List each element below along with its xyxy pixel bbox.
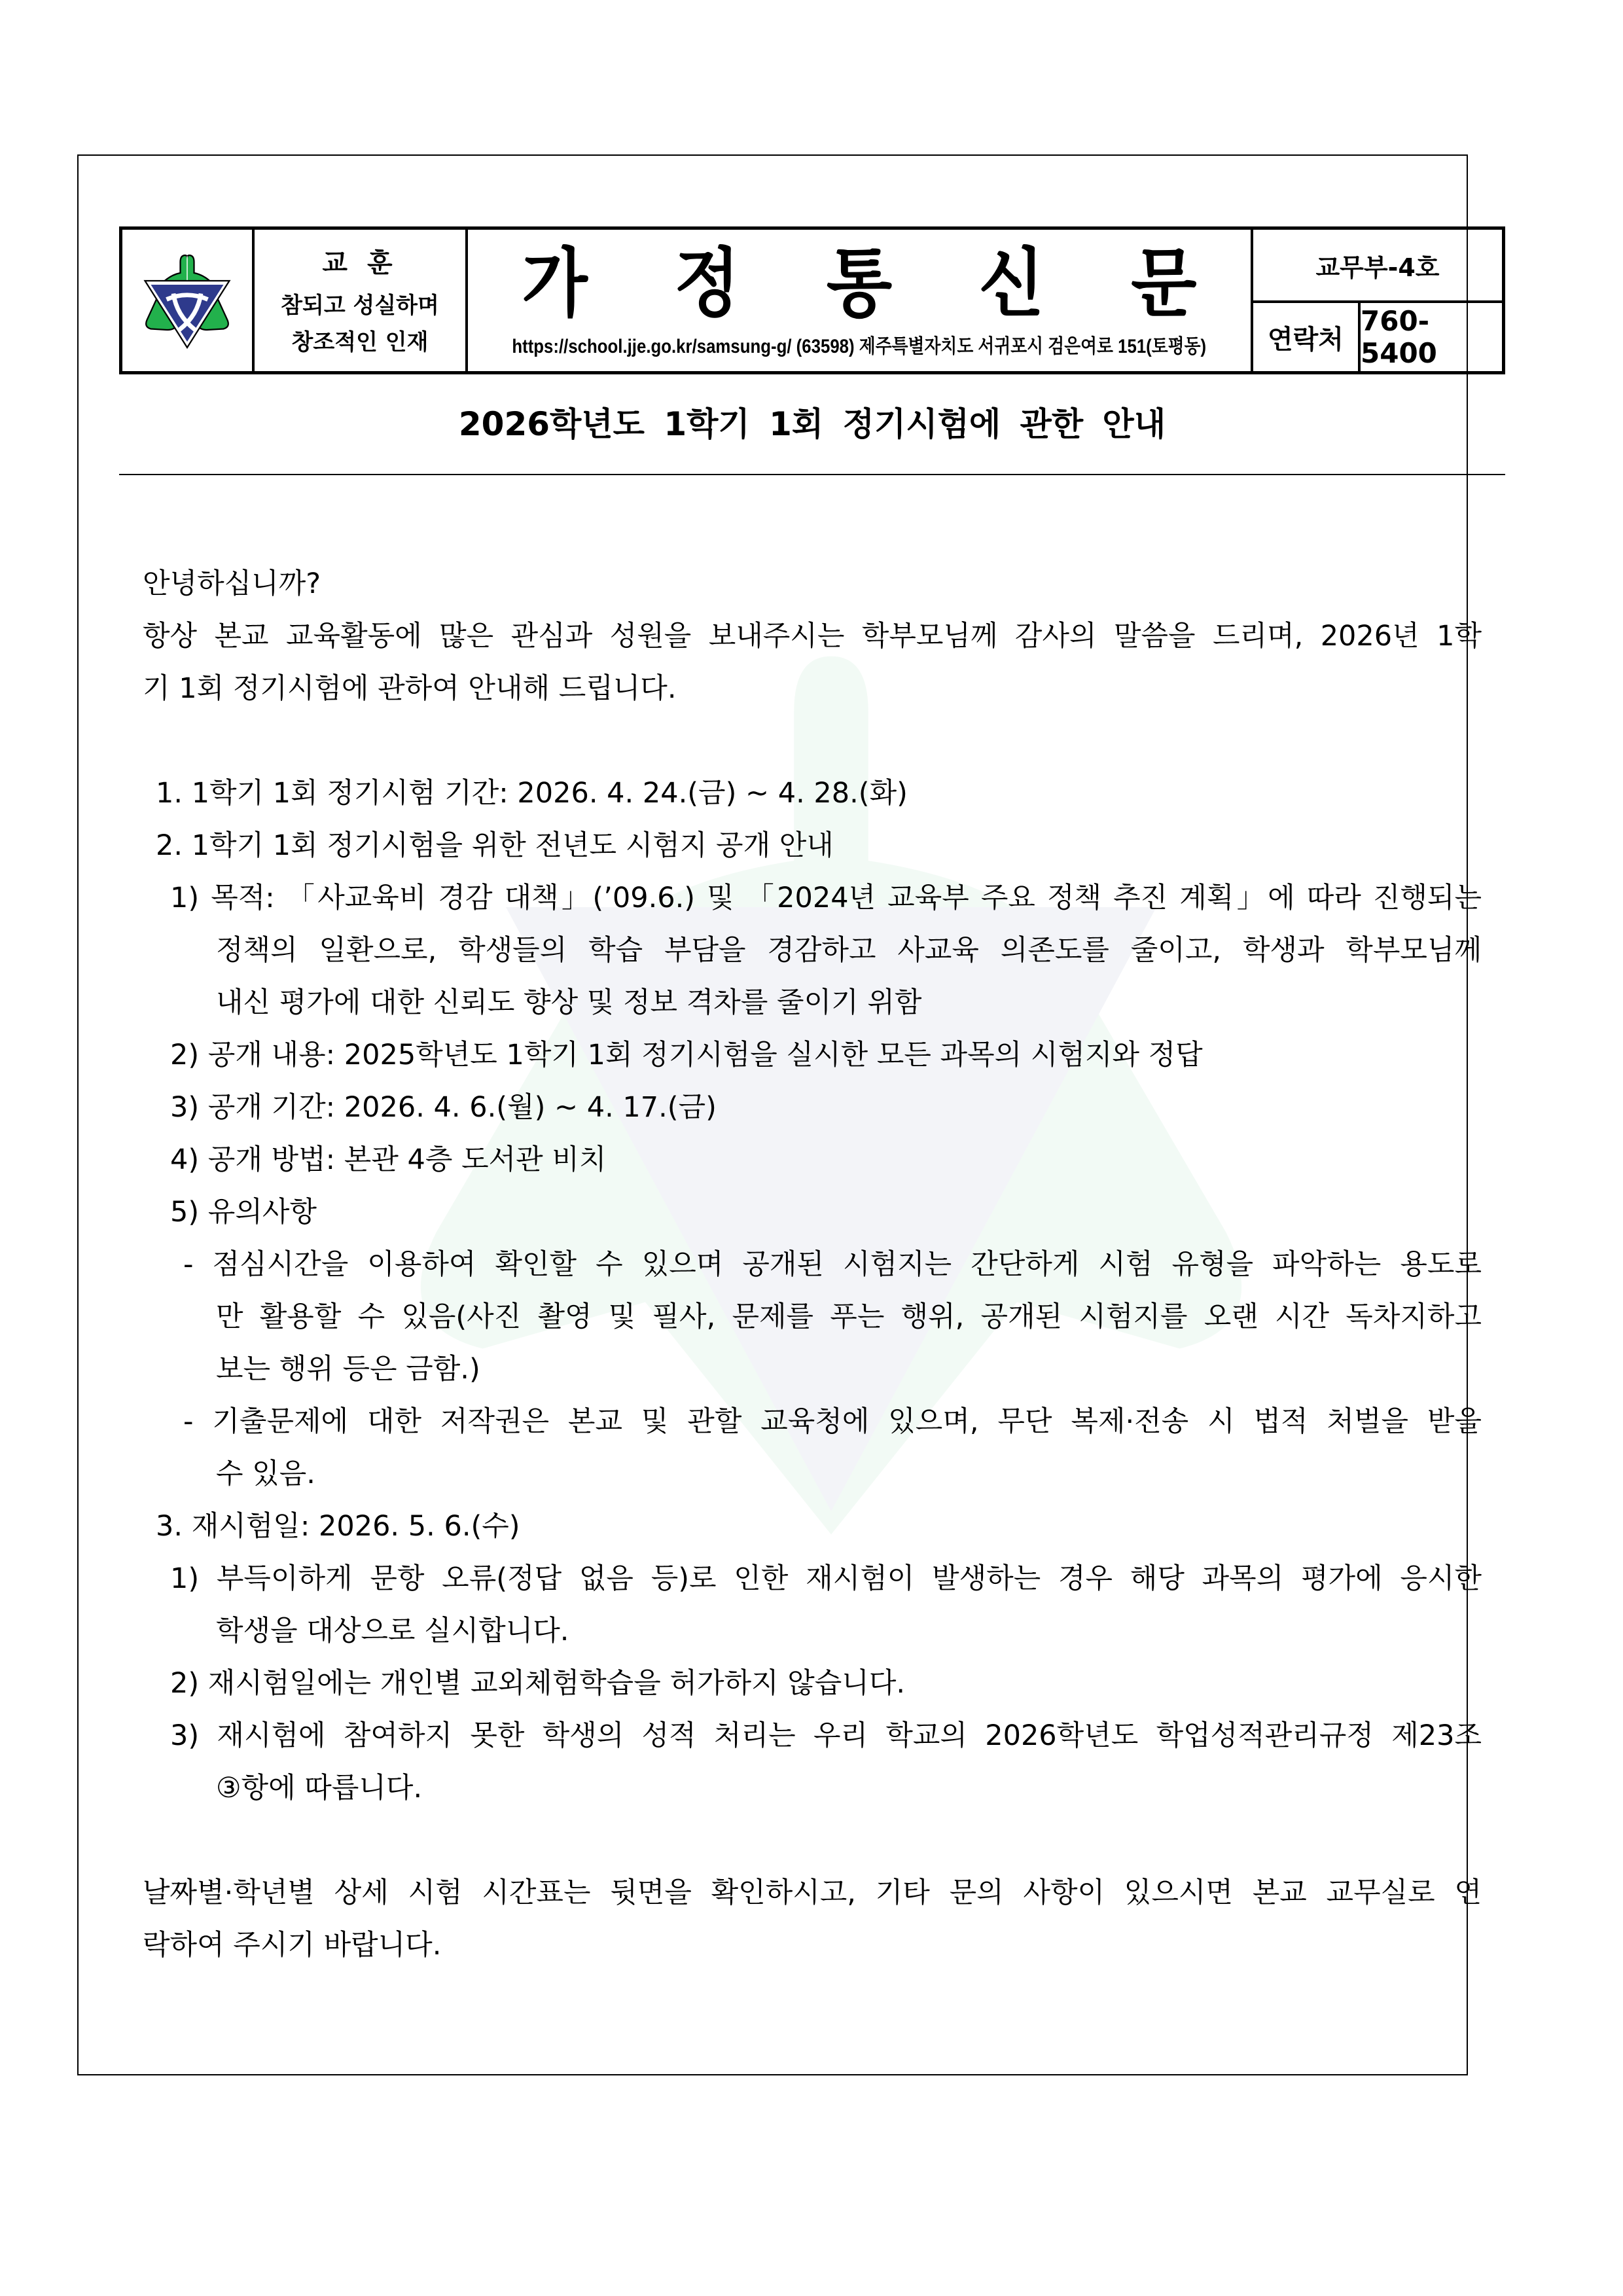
contact-phone: 760-5400	[1361, 305, 1437, 369]
section-3-3-line-2: ③항에 따릅니다.	[216, 1772, 423, 1804]
section-2-1-line-1: 1) 목적: 「사교육비 경감 대책」(’09.6.) 및 「2024년 교육부 주요 정책 추진 계획」에 따라 진행되는	[170, 882, 1482, 914]
section-3-3-line-1: 3) 재시험에 참여하지 못한 학생의 성적 처리는 우리 학교의 2026학년도 학업성적관리규정 제23조	[170, 1719, 1482, 1752]
section-3-1-line-1: 1) 부득이하게 문항 오류(정답 없음 등)로 인한 재시험이 발생하는 경우 해당 과목의 평가에 응시한	[170, 1562, 1482, 1595]
section-2-2-content: 2) 공개 내용: 2025학년도 1학기 1회 정기시험을 실시한 모든 과목의 시험지와 정답	[170, 1039, 1203, 1071]
motto-line-1: 참되고 성실하며	[281, 292, 439, 319]
issue-number: 교무부-4호	[1253, 230, 1502, 303]
greeting: 안녕하십니까?	[143, 567, 321, 600]
school-logo-icon	[138, 251, 236, 350]
section-3-retest-date: 3. 재시험일: 2026. 5. 6.(수)	[156, 1510, 520, 1543]
newsletter-title-cell	[468, 230, 1253, 371]
section-3-2: 2) 재시험일에는 개인별 교외체험학습을 허가하지 않습니다.	[170, 1667, 906, 1700]
title-divider	[119, 474, 1505, 475]
document-title: 2026학년도 1학기 1회 정기시험에 관한 안내	[458, 405, 1166, 443]
spacer	[143, 1814, 1482, 1867]
note-a-line-1: - 점심시간을 이용하여 확인할 수 있으며 공개된 시험지는 간단하게 시험 유형을 파악하는 용도로	[183, 1248, 1482, 1281]
section-2-4-method: 4) 공개 방법: 본관 4층 도서관 비치	[170, 1143, 607, 1176]
school-motto-cell	[255, 230, 468, 371]
section-2-5-notes: 5) 유의사항	[170, 1196, 317, 1229]
issue-info-cell	[1253, 230, 1502, 371]
document-body	[143, 558, 1482, 1971]
section-2-3-period: 3) 공개 기간: 2026. 4. 6.(월) ~ 4. 17.(금)	[170, 1091, 717, 1124]
section-1-exam-period: 1. 1학기 1회 정기시험 기간: 2026. 4. 24.(금) ~ 4. 28.(화)	[156, 777, 908, 810]
motto-title: 교 훈	[322, 247, 398, 278]
masthead-table	[119, 226, 1505, 374]
note-a-line-2: 만 활용할 수 있음(사진 촬영 및 필사, 문제를 푸는 행위, 공개된 시험지를 오랜 시간 독차지하고	[216, 1300, 1482, 1333]
intro-line-1: 항상 본교 교육활동에 많은 관심과 성원을 보내주시는 학부모님께 감사의 말씀을 드리며, 2026년 1학	[143, 620, 1482, 653]
section-3-1-line-2: 학생을 대상으로 실시합니다.	[216, 1615, 569, 1647]
spacer	[143, 715, 1482, 767]
intro-line-2: 기 1회 정기시험에 관하여 안내해 드립니다.	[143, 672, 677, 705]
note-a-line-3: 보는 행위 등은 금함.)	[216, 1353, 480, 1386]
note-b-line-1: - 기출문제에 대한 저작권은 본교 및 관할 교육청에 있으며, 무단 복제·전송 시 법적 처벌을 받을	[183, 1405, 1482, 1438]
closing-line-2: 락하여 주시기 바랍니다.	[143, 1929, 442, 1962]
school-address: https://school.jje.go.kr/samsung-g/ (63598) 제주특별자치도 서귀포시 검은여로 151(토평동)	[512, 336, 1207, 357]
closing-line-1: 날짜별·학년별 상세 시험 시간표는 뒷면을 확인하시고, 기타 문의 사항이 있으시면 본교 교무실로 연	[143, 1876, 1482, 1909]
note-b-line-2: 수 있음.	[216, 1458, 315, 1490]
logo-cell	[122, 230, 255, 371]
section-2-heading: 2. 1학기 1회 정기시험을 위한 전년도 시험지 공개 안내	[156, 829, 834, 862]
motto-line-2: 창조적인 인재	[291, 329, 429, 355]
section-2-1-line-2: 정책의 일환으로, 학생들의 학습 부담을 경감하고 사교육 의존도를 줄이고, 학생과 학부모님께	[216, 934, 1482, 967]
section-2-1-line-3: 내신 평가에 대한 신뢰도 향상 및 정보 격차를 줄이기 위함	[216, 986, 922, 1019]
newsletter-title: 가 정 통 신 문	[522, 239, 1228, 328]
contact-label: 연락처	[1253, 303, 1361, 371]
